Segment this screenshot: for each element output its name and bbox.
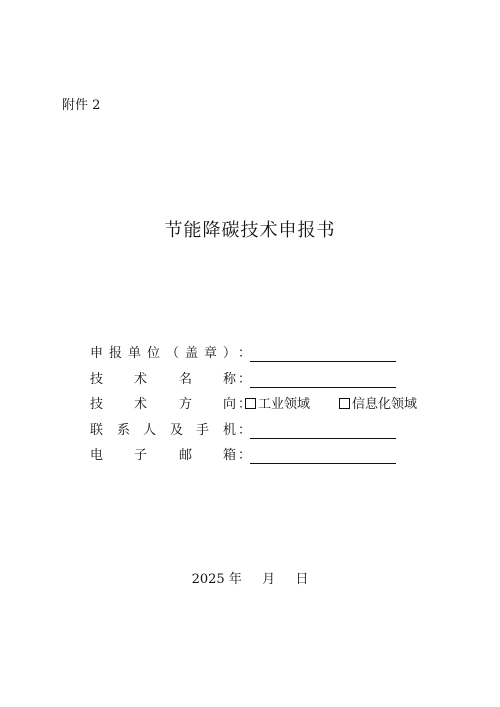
label-char: 箱 [223, 448, 237, 463]
technology-name-fill-line[interactable] [250, 387, 396, 388]
label-char: 名 [179, 372, 193, 387]
label-char: 章 [204, 346, 218, 361]
label-char: 方 [179, 397, 193, 412]
label-char: 机 [223, 423, 237, 438]
label-char: 称 [223, 372, 237, 387]
label-char: 术 [134, 397, 148, 412]
contact-phone-fill-line[interactable] [250, 438, 396, 439]
label-char: 系 [117, 423, 131, 438]
field-colon: ： [238, 397, 252, 412]
field-colon: ： [238, 423, 252, 438]
field-label [90, 447, 236, 465]
field-colon: ： [238, 448, 252, 463]
checkbox-icon[interactable] [245, 398, 256, 409]
label-char: 联 [90, 423, 104, 438]
date-month-unit: 月 [262, 572, 276, 587]
label-char: 申 [90, 346, 104, 361]
field-label [90, 371, 236, 389]
field-label [90, 396, 236, 414]
option-industrial-field[interactable] [245, 396, 310, 414]
option-informatization-field[interactable] [339, 396, 417, 414]
date-day-unit: 日 [295, 572, 309, 587]
label-char: 向 [223, 397, 237, 412]
label-char: 子 [134, 448, 148, 463]
label-char: （ [166, 346, 180, 361]
date-year-unit: 年 [228, 572, 242, 587]
label-char: 位 [147, 346, 161, 361]
option-label: 信息化领域 [352, 397, 418, 412]
label-char: 技 [90, 397, 104, 412]
applicant-unit-fill-line[interactable] [250, 361, 396, 362]
label-char: 电 [90, 448, 104, 463]
label-char: 邮 [179, 448, 193, 463]
date-line [0, 568, 500, 587]
field-label [90, 422, 236, 440]
field-colon: ： [238, 372, 252, 387]
date-year: 2025 [191, 572, 225, 587]
checkbox-icon[interactable] [339, 398, 350, 409]
label-char: 人 [143, 423, 157, 438]
field-colon: ： [238, 346, 252, 361]
document-title: 节能降碳技术申报书 [164, 220, 336, 241]
attachment-label: 附件 2 [62, 98, 101, 113]
label-char: 报 [109, 346, 123, 361]
field-label [90, 345, 236, 363]
label-char: 手 [196, 423, 210, 438]
label-char: 盖 [185, 346, 199, 361]
label-char: 术 [134, 372, 148, 387]
label-char: 及 [170, 423, 184, 438]
label-char: ） [223, 346, 237, 361]
label-char: 单 [128, 346, 142, 361]
option-label: 工业领域 [258, 397, 311, 412]
email-fill-line[interactable] [250, 463, 396, 464]
label-char: 技 [90, 372, 104, 387]
